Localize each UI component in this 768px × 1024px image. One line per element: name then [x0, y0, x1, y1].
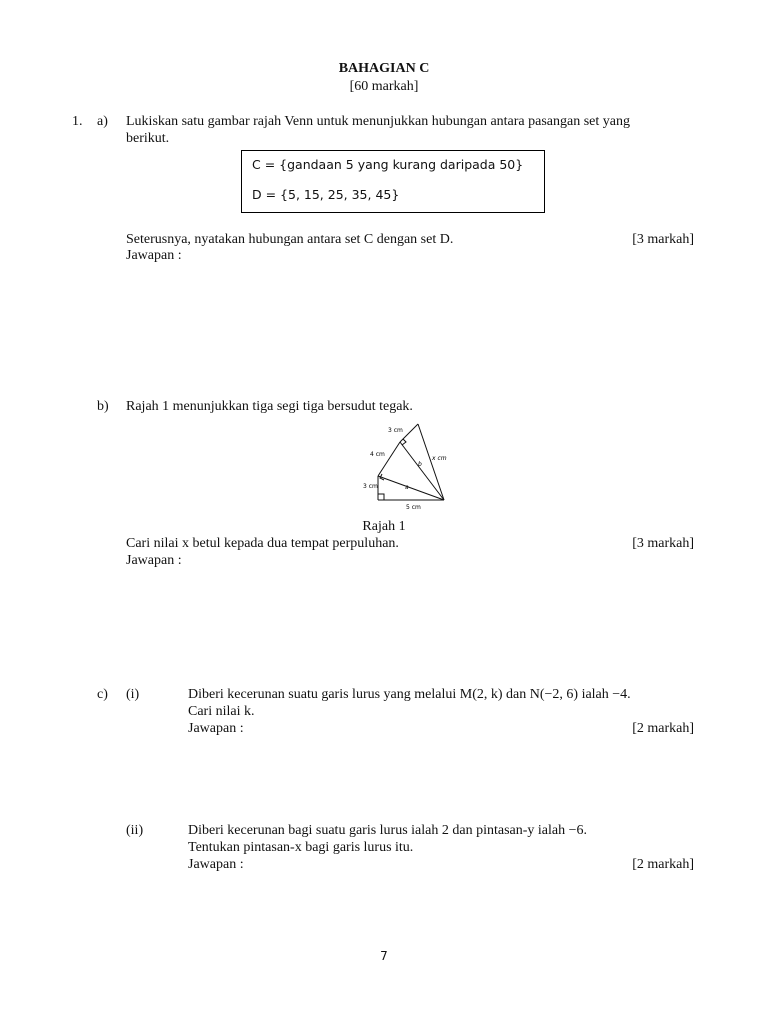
- edge-x: [418, 424, 444, 500]
- part-a-answer-label: Jawapan :: [126, 248, 182, 263]
- part-b-label: b): [97, 399, 109, 414]
- label-3cm-left: 3 cm: [363, 483, 378, 490]
- section-title: BAHAGIAN C: [338, 61, 430, 76]
- part-c-ii-line1: Diberi kecerunan bagi suatu garis lurus ialah 2 dan pintasan-y ialah −6.: [188, 823, 587, 838]
- page-number: 7: [380, 949, 388, 963]
- part-a-marks: [3 markah]: [632, 232, 694, 247]
- label-5cm: 5 cm: [406, 504, 421, 511]
- part-b-text: Rajah 1 menunjukkan tiga segi tiga bersudut tegak.: [126, 399, 413, 414]
- part-c-i-answer-label: Jawapan :: [188, 721, 244, 736]
- part-c-i-line2: Cari nilai k.: [188, 704, 255, 719]
- part-c-i-marks: [2 markah]: [632, 721, 694, 736]
- part-b-answer-label: Jawapan :: [126, 553, 182, 568]
- part-c-ii-marks: [2 markah]: [632, 857, 694, 872]
- part-c-ii-line2: Tentukan pintasan-x bagi garis lurus itu.: [188, 840, 414, 855]
- section-marks: [60 markah]: [349, 79, 419, 94]
- part-a-label: a): [97, 114, 108, 129]
- part-c-ii-answer-label: Jawapan :: [188, 857, 244, 872]
- part-a-instruction: Seterusnya, nyatakan hubungan antara set C dengan set D.: [126, 232, 454, 247]
- part-a-text-line1: Lukiskan satu gambar rajah Venn untuk menunjukkan hubungan antara pasangan set yang: [126, 114, 630, 129]
- hypotenuse-b: [400, 442, 444, 500]
- label-3cm-top: 3 cm: [388, 427, 403, 434]
- part-c-label: c): [97, 687, 108, 702]
- part-b-marks: [3 markah]: [632, 536, 694, 551]
- label-x-cm: x cm: [432, 455, 447, 462]
- part-b-instruction: Cari nilai x betul kepada dua tempat perpuluhan.: [126, 536, 399, 551]
- set-d-definition: D = {5, 15, 25, 35, 45}: [252, 187, 400, 202]
- figure-caption: Rajah 1: [362, 519, 406, 534]
- label-a: a: [405, 484, 409, 491]
- question-number: 1.: [72, 114, 83, 129]
- part-c-i-label: (i): [126, 687, 140, 702]
- part-a-text-line2: berikut.: [126, 131, 170, 146]
- set-c-definition: C = {gandaan 5 yang kurang daripada 50}: [252, 157, 524, 172]
- set-definition-box: [241, 150, 545, 213]
- edge-4cm: [378, 442, 400, 476]
- right-angle-mark-bottom: [378, 494, 384, 500]
- part-c-ii-label: (ii): [126, 823, 144, 838]
- label-b: b: [418, 461, 422, 468]
- rajah-1-diagram: [358, 418, 470, 512]
- part-c-i-line1: Diberi kecerunan suatu garis lurus yang melalui M(2, k) dan N(−2, 6) ialah −4.: [188, 687, 631, 702]
- label-4cm: 4 cm: [370, 451, 385, 458]
- hypotenuse-a: [378, 476, 444, 500]
